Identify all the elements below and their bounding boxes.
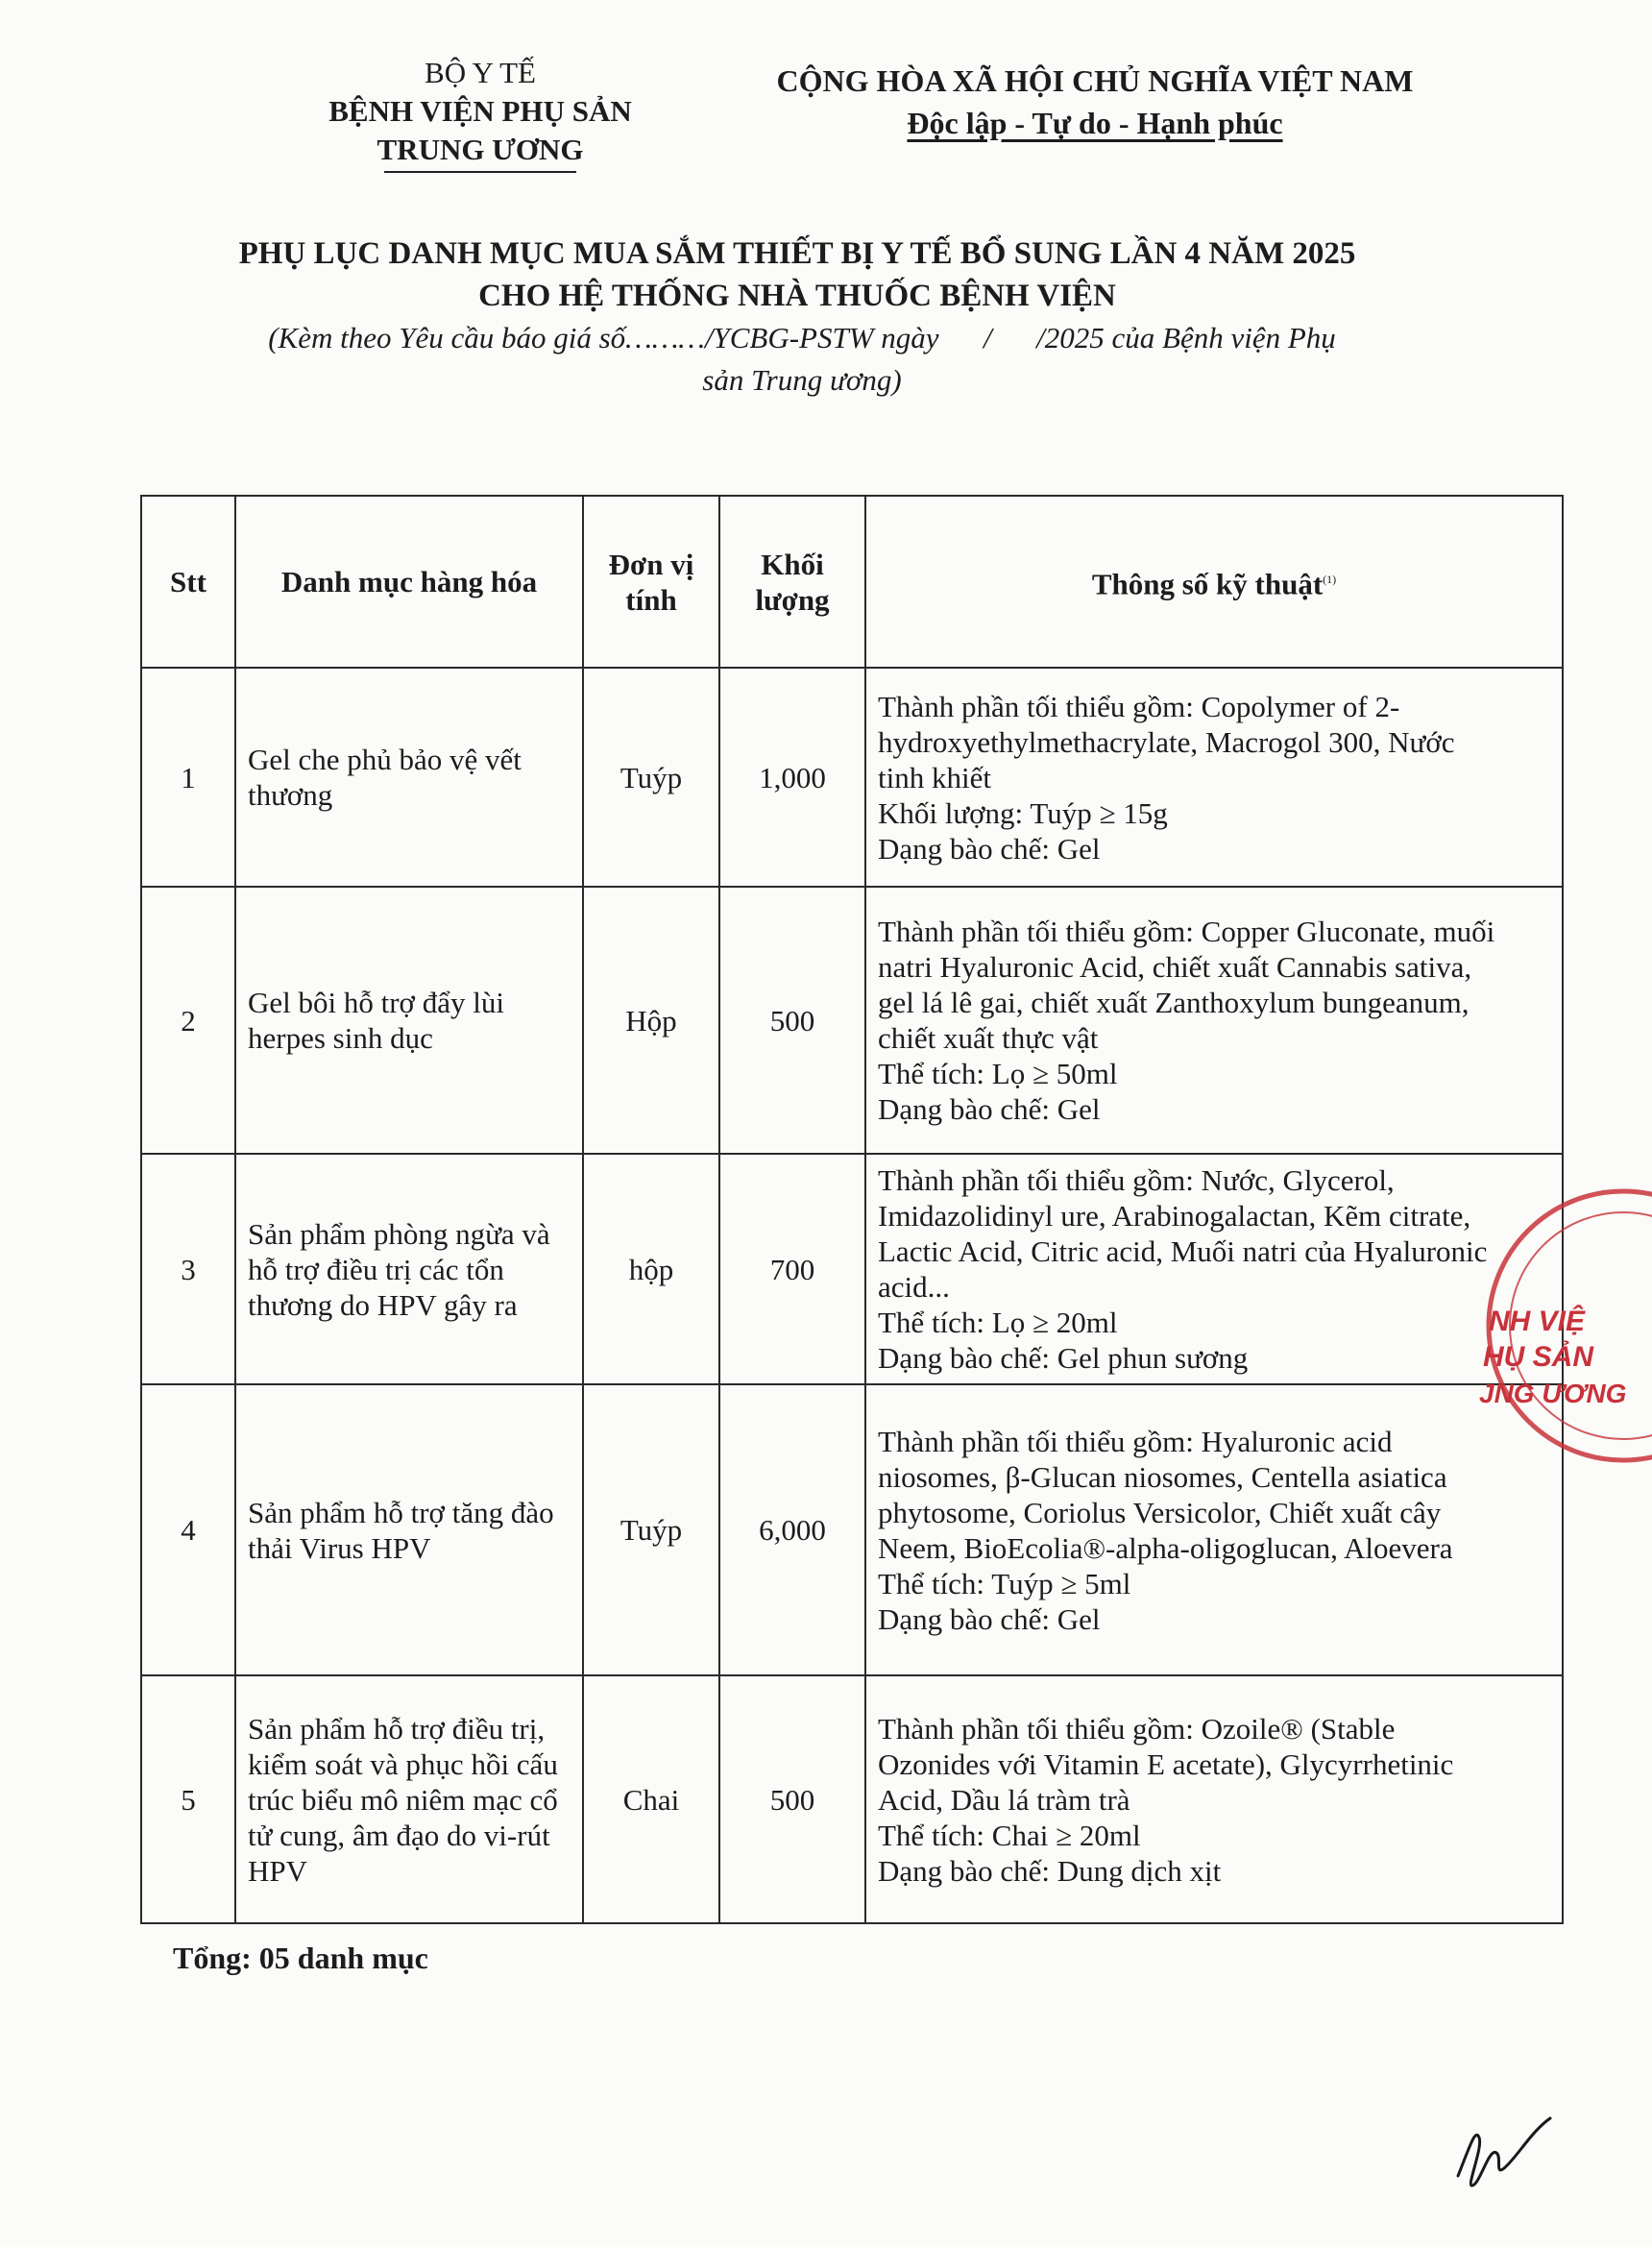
document-title (115, 232, 1479, 317)
table-row (141, 668, 1563, 887)
cell-specification (865, 1384, 1563, 1675)
table-row (141, 887, 1563, 1154)
header-item-name: Danh mục hàng hóa (235, 496, 583, 668)
issuing-organization (279, 54, 682, 173)
document-subtitle (144, 317, 1460, 402)
header-stt: Stt (141, 496, 235, 668)
spec-line: Thành phần tối thiểu gồm: Copper Gluconate, muối (878, 915, 1495, 948)
header-underline (384, 171, 576, 173)
spec-line: Dạng bào chế: Gel (878, 1601, 1101, 1636)
cell-quantity: 700 (719, 1154, 865, 1384)
spec-line: hydroxyethylmethacrylate, Macrogol 300, Nước (878, 724, 1455, 759)
signature-stroke (1458, 2118, 1550, 2186)
header-spec-footnote: (1) (1323, 572, 1337, 586)
header-unit (583, 496, 719, 668)
cell-stt: 1 (141, 668, 235, 887)
spec-line: Thành phần tối thiểu gồm: Nước, Glycerol, (878, 1163, 1395, 1197)
title-line1: PHỤ LỤC DANH MỤC MUA SẮM THIẾT BỊ Y TẾ BỔ SUNG LẦN 4 NĂM 2025 (238, 236, 1356, 271)
country-name: CỘNG HÒA XÃ HỘI CHỦ NGHĨA VIỆT NAM (776, 63, 1414, 98)
hospital-name-line2: TRUNG ƯƠNG (377, 133, 584, 166)
cell-item-name: Gel bôi hỗ trợ đẩy lùi herpes sinh dục (235, 887, 583, 1154)
subtitle-line1: (Kèm theo Yêu cầu báo giá số………/YCBG-PSTW ngày / /2025 của Bệnh viện Phụ (268, 321, 1336, 354)
table-row (141, 1384, 1563, 1675)
spec-line: Thành phần tối thiểu gồm: Copolymer of 2- (878, 689, 1400, 723)
spec-line: Thể tích: Chai ≥ 20ml (878, 1818, 1141, 1852)
cell-item-name: Sản phẩm hỗ trợ tăng đào thải Virus HPV (235, 1384, 583, 1675)
cell-specification (865, 668, 1563, 887)
national-header (740, 60, 1450, 144)
header-spec-label: Thông số kỹ thuật (1091, 567, 1324, 601)
cell-specification (865, 1154, 1563, 1384)
header-unit-line2: tính (625, 582, 677, 617)
header-quantity (719, 496, 865, 668)
header-qty-line1: Khối (761, 547, 824, 581)
cell-specification (865, 1675, 1563, 1923)
cell-quantity: 1,000 (719, 668, 865, 887)
cell-stt: 5 (141, 1675, 235, 1923)
table-row (141, 1675, 1563, 1923)
cell-stt: 3 (141, 1154, 235, 1384)
spec-line: Dạng bào chế: Dung dịch xịt (878, 1853, 1222, 1888)
spec-line: gel lá lê gai, chiết xuất Zanthoxylum bungeanum, (878, 986, 1470, 1019)
cell-stt: 4 (141, 1384, 235, 1675)
cell-item-name: Gel che phủ bảo vệ vết thương (235, 668, 583, 887)
spec-line: tinh khiết (878, 760, 991, 794)
cell-item-name: Sản phẩm phòng ngừa và hỗ trợ điều trị các tổn thương do HPV gây ra (235, 1154, 583, 1384)
total-count: Tổng: 05 danh mục (173, 1941, 428, 1975)
spec-line: Lactic Acid, Citric acid, Muối natri của Hyaluronic (878, 1234, 1488, 1268)
cell-stt: 2 (141, 887, 235, 1154)
spec-line: Dạng bào chế: Gel (878, 1092, 1101, 1126)
spec-line: Thành phần tối thiểu gồm: Hyaluronic acid (878, 1424, 1393, 1458)
spec-line: phytosome, Coriolus Versicolor, Chiết xuất cây (878, 1495, 1442, 1529)
stamp-text-line2: HỤ SẢN (1483, 1341, 1594, 1373)
cell-specification (865, 887, 1563, 1154)
stamp-text-line1: NH VIỆ (1489, 1306, 1586, 1337)
spec-line: niosomes, β-Glucan niosomes, Centella asiatica (878, 1459, 1447, 1494)
spec-line: Dạng bào chế: Gel (878, 831, 1101, 866)
spec-line: acid... (878, 1270, 950, 1304)
header-qty-line2: lượng (755, 582, 830, 617)
title-line2: CHO HỆ THỐNG NHÀ THUỐC BỆNH VIỆN (478, 279, 1116, 313)
header-unit-line1: Đơn vị (608, 547, 694, 581)
cell-quantity: 500 (719, 1675, 865, 1923)
spec-line: Ozonides với Vitamin E acetate), Glycyrrhetinic (878, 1746, 1454, 1781)
spec-line: Dạng bào chế: Gel phun sương (878, 1341, 1249, 1375)
cell-unit: Hộp (583, 887, 719, 1154)
cell-unit: hộp (583, 1154, 719, 1384)
cell-item-name: Sản phẩm hỗ trợ điều trị, kiểm soát và phục hồi cấu trúc biểu mô niêm mạc cổ tử cung, âm đạo do vi-rút HPV (235, 1675, 583, 1923)
hospital-stamp (1460, 1191, 1652, 1479)
signature-mark (1450, 2109, 1556, 2195)
cell-quantity: 500 (719, 887, 865, 1154)
spec-line: Khối lượng: Tuýp ≥ 15g (878, 795, 1168, 830)
subtitle-line2: sản Trung ương) (702, 363, 902, 397)
spec-line: chiết xuất thực vật (878, 1021, 1099, 1055)
spec-line: Thành phần tối thiểu gồm: Ozoile® (Stable (878, 1711, 1396, 1746)
spec-line: Neem, BioEcolia®-alpha-oligoglucan, Aloevera (878, 1530, 1453, 1565)
spec-line: natri Hyaluronic Acid, chiết xuất Cannabis sativa, (878, 950, 1472, 984)
stamp-text-line3: JNG ƯƠNG (1479, 1379, 1627, 1408)
spec-line: Thể tích: Tuýp ≥ 5ml (878, 1566, 1131, 1600)
cell-unit: Tuýp (583, 1384, 719, 1675)
table-row (141, 1154, 1563, 1384)
table-header-row (141, 496, 1563, 668)
spec-line: Thể tích: Lọ ≥ 20ml (878, 1306, 1118, 1339)
ministry-name: BỘ Y TẾ (425, 56, 536, 89)
procurement-table (140, 495, 1564, 1924)
header-specification (865, 496, 1563, 668)
cell-unit: Chai (583, 1675, 719, 1923)
national-motto: Độc lập - Tự do - Hạnh phúc (907, 106, 1283, 140)
spec-line: Imidazolidinyl ure, Arabinogalactan, Kẽm citrate, (878, 1199, 1471, 1233)
spec-line: Thể tích: Lọ ≥ 50ml (878, 1057, 1118, 1090)
hospital-name-line1: BỆNH VIỆN PHỤ SẢN (328, 94, 632, 128)
cell-unit: Tuýp (583, 668, 719, 887)
spec-line: Acid, Dầu lá tràm trà (878, 1782, 1130, 1817)
cell-quantity: 6,000 (719, 1384, 865, 1675)
